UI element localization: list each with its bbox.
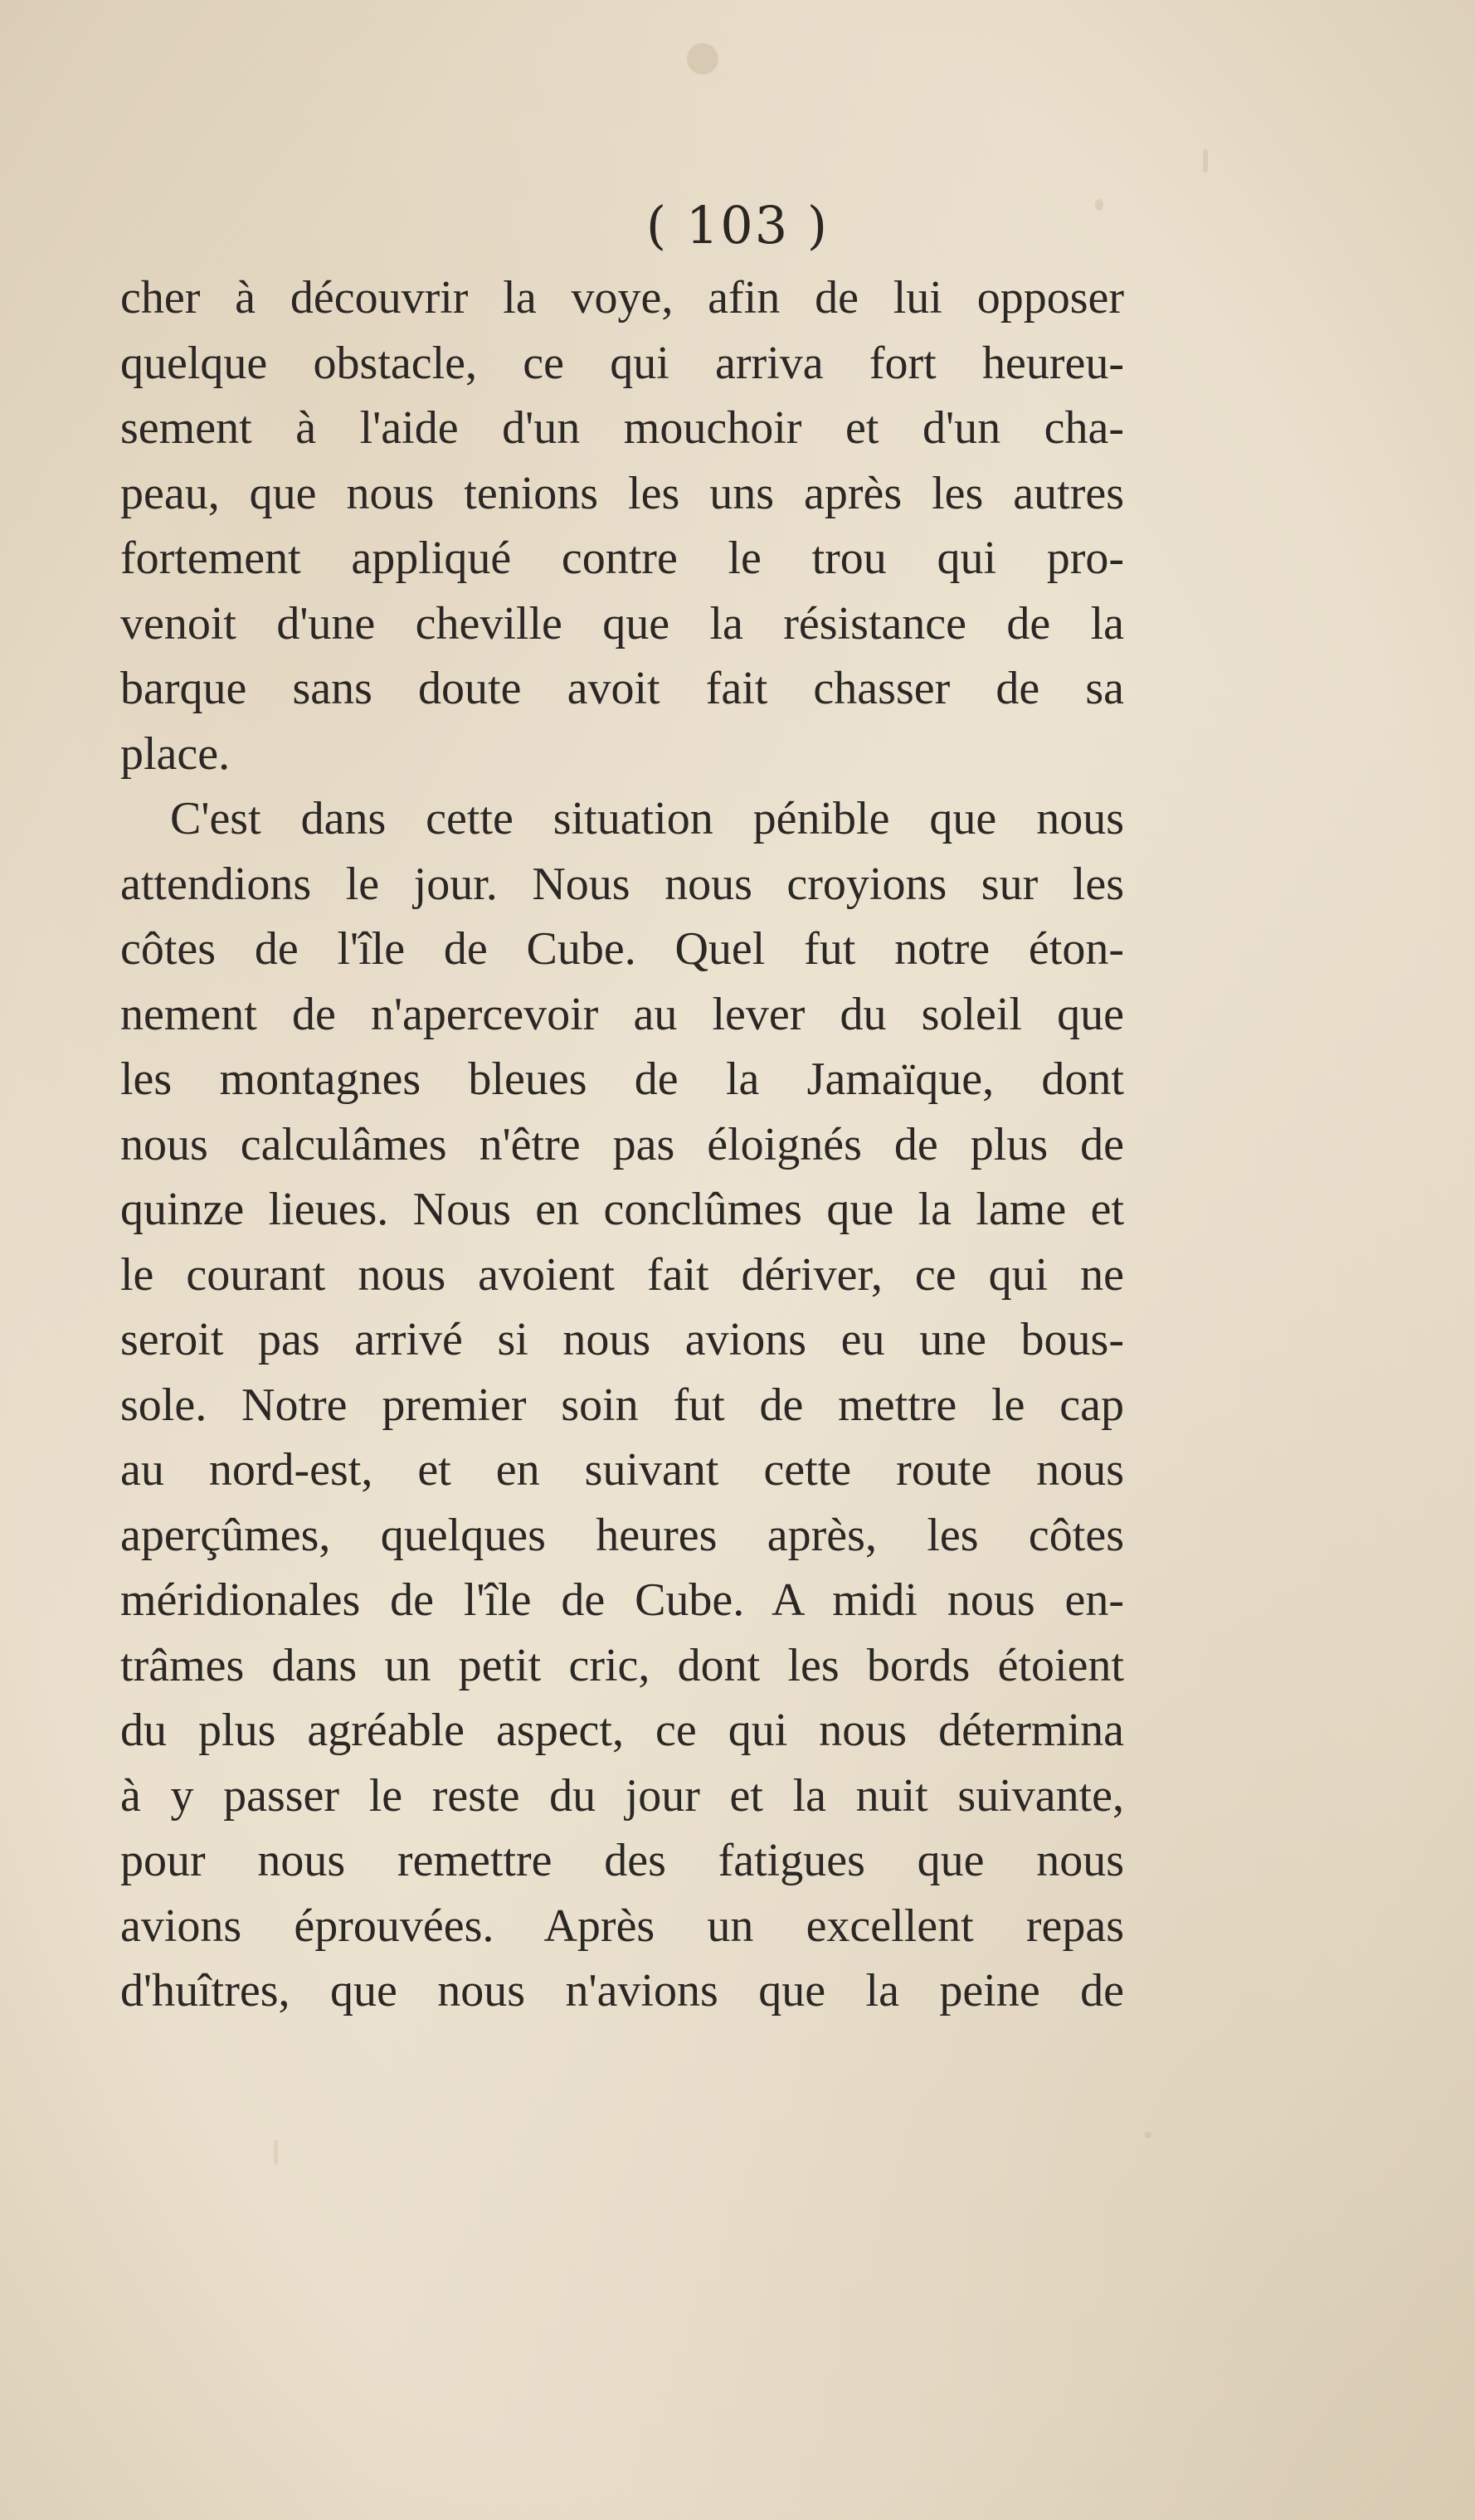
text-line: barque sans doute avoit fait chasser de sa (120, 663, 1124, 714)
page-body (120, 265, 1124, 2024)
text-line: venoit d'une cheville que la résistance de la (120, 597, 1124, 649)
text-line: pour nous remettre des fatigues que nous (120, 1835, 1124, 1886)
text-line: au nord-est, et en suivant cette route nous (120, 1444, 1124, 1496)
text-line: sement à l'aide d'un mouchoir et d'un cha- (120, 402, 1124, 454)
text-line: cher à découvrir la voye, afin de lui opposer (120, 272, 1124, 324)
text-line: nous calculâmes n'être pas éloignés de plus de (120, 1118, 1124, 1170)
foxing-spot (687, 43, 718, 75)
text-line: les montagnes bleues de la Jamaïque, dont (120, 1053, 1124, 1105)
text-line: à y passer le reste du jour et la nuit suivante, (120, 1769, 1124, 1822)
foxing-spot (274, 2140, 278, 2165)
text-line: quelque obstacle, ce qui arriva fort heureu- (120, 337, 1124, 389)
text-line: d'huîtres, que nous n'avions que la peine de (120, 1965, 1124, 2016)
text-line: seroit pas arrivé si nous avions eu une bous- (120, 1314, 1124, 1365)
text-line: aperçûmes, quelques heures après, les côtes (120, 1509, 1124, 1561)
text-line: sole. Notre premier soin fut de mettre le cap (120, 1379, 1124, 1431)
text-line: C'est dans cette situation pénible que nous (170, 793, 1124, 844)
page-number-header: ( 103 ) (645, 195, 830, 255)
text-line: attendions le jour. Nous nous croyions sur les (120, 858, 1124, 910)
text-line: côtes de l'île de Cube. Quel fut notre éton- (120, 923, 1124, 975)
text-line: méridionales de l'île de Cube. A midi nous en- (120, 1574, 1124, 1626)
text-line: nement de n'apercevoir au lever du soleil que (120, 988, 1124, 1040)
foxing-spot (1145, 2132, 1151, 2138)
text-line: quinze lieues. Nous en conclûmes que la lame et (120, 1184, 1124, 1235)
text-line: fortement appliqué contre le trou qui pro- (120, 533, 1124, 584)
text-line: place. (120, 727, 231, 780)
foxing-spot (1203, 149, 1208, 173)
text-line: peau, que nous tenions les uns après les autres (120, 467, 1124, 519)
text-line: du plus agréable aspect, ce qui nous détermina (120, 1705, 1124, 1756)
text-line: trâmes dans un petit cric, dont les bords étoient (120, 1639, 1124, 1691)
text-line: le courant nous avoient fait dériver, ce qui ne (120, 1248, 1124, 1301)
text-line: avions éprouvées. Après un excellent repas (120, 1900, 1124, 1952)
